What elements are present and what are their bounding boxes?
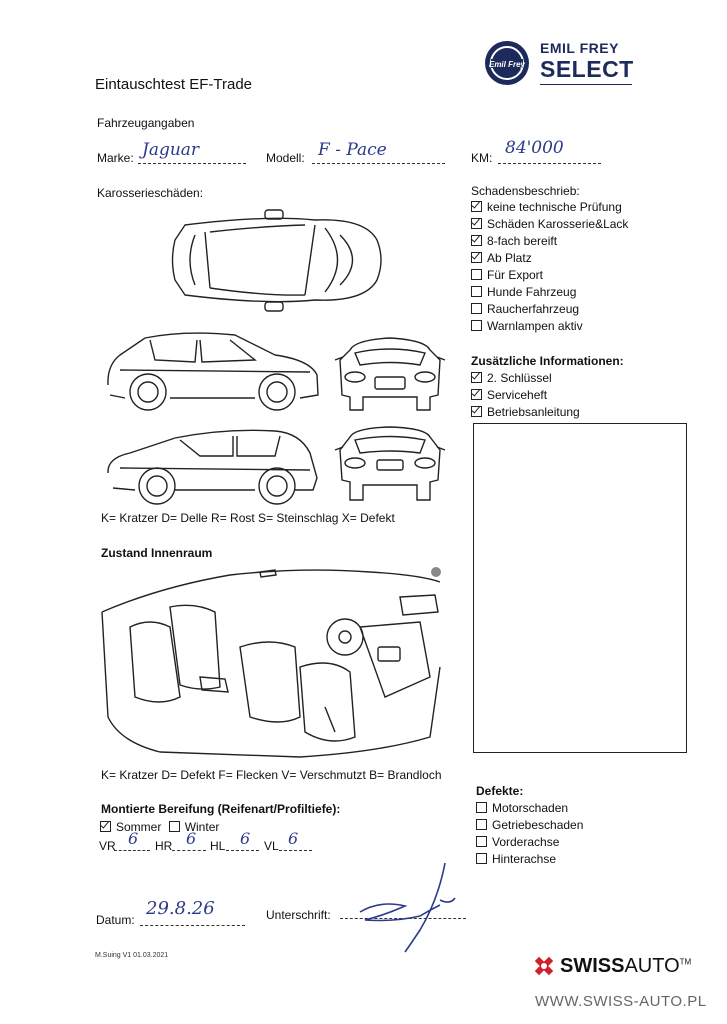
modell-label: Modell: — [266, 151, 305, 165]
checkbox-icon[interactable] — [471, 269, 482, 280]
version-text: M.Suing V1 01.03.2021 — [95, 952, 169, 959]
checkbox-icon[interactable] — [471, 286, 482, 297]
marke-value[interactable]: Jaguar — [142, 140, 200, 160]
defect-item[interactable]: Getriebeschaden — [476, 817, 583, 834]
tire-type-row — [100, 820, 219, 834]
checkbox-icon[interactable] — [471, 235, 482, 246]
tires-label: Montierte Bereifung (Reifenart/Profiltiefe): — [101, 802, 341, 816]
vr-line — [114, 850, 150, 851]
vl-label: VL — [264, 839, 279, 853]
unterschrift-label: Unterschrift: — [266, 908, 331, 922]
car-side-view-left-diagram[interactable] — [105, 428, 325, 508]
checkbox-icon[interactable] — [471, 252, 482, 263]
checkbox-icon[interactable] — [471, 406, 482, 417]
checkbox-icon[interactable] — [471, 372, 482, 383]
additional-info-list — [471, 370, 580, 421]
modell-field-line — [312, 163, 445, 164]
car-side-view-right-diagram[interactable] — [105, 330, 325, 415]
hr-value[interactable]: 6 — [186, 829, 197, 848]
checkbox-icon[interactable] — [476, 802, 487, 813]
datum-label: Datum: — [96, 913, 135, 927]
summer-checkbox[interactable] — [100, 821, 111, 832]
additional-info-item[interactable]: 2. Schlüssel — [471, 370, 580, 387]
car-interior-diagram[interactable] — [100, 567, 445, 762]
page-title: Eintauschtest EF-Trade — [95, 76, 253, 93]
car-top-view-diagram[interactable] — [165, 210, 385, 310]
interior-legend: K= Kratzer D= Defekt F= Flecken V= Verschmutzt B= Brandloch — [101, 768, 442, 782]
car-rear-view-diagram[interactable] — [335, 425, 445, 505]
logo-bottom-text: SELECT — [540, 56, 634, 82]
damage-item[interactable]: Raucherfahrzeug — [471, 301, 628, 318]
logo-badge-text: Emil Frey — [488, 60, 526, 69]
additional-info-item[interactable]: Betriebsanleitung — [471, 404, 580, 421]
damage-item[interactable]: Für Export — [471, 267, 628, 284]
checkbox-icon[interactable] — [471, 201, 482, 212]
vl-line — [279, 850, 312, 851]
defect-item[interactable]: Hinterachse — [476, 851, 583, 868]
swissauto-logo — [533, 955, 692, 982]
damage-item[interactable]: keine technische Prüfung — [471, 199, 628, 216]
car-front-view-diagram[interactable] — [335, 335, 445, 415]
modell-value[interactable]: F - Pace — [318, 140, 387, 160]
interior-label: Zustand Innenraum — [101, 546, 213, 560]
defects-list — [476, 800, 583, 868]
km-field-line — [498, 163, 601, 164]
additional-info-label: Zusätzliche Informationen: — [471, 354, 624, 368]
hl-value[interactable]: 6 — [240, 829, 251, 848]
km-value[interactable]: 84'000 — [505, 138, 564, 158]
additional-info-item[interactable]: Serviceheft — [471, 387, 580, 404]
winter-checkbox[interactable] — [169, 821, 180, 832]
checkbox-icon[interactable] — [471, 218, 482, 229]
logo-underline — [540, 84, 632, 85]
damage-item[interactable]: Warnlampen aktiv — [471, 318, 628, 335]
vr-value[interactable]: 6 — [128, 829, 139, 848]
checkbox-icon[interactable] — [471, 389, 482, 400]
hr-label: HR — [155, 839, 173, 853]
km-label: KM: — [471, 151, 493, 165]
checkbox-icon[interactable] — [471, 303, 482, 314]
defect-item[interactable]: Vorderachse — [476, 834, 583, 851]
checkbox-icon[interactable] — [471, 320, 482, 331]
emil-frey-select-logo — [482, 38, 632, 90]
damage-item[interactable]: 8-fach bereift — [471, 233, 628, 250]
vl-value[interactable]: 6 — [288, 829, 299, 848]
hl-line — [226, 850, 259, 851]
logo-top-text: EMIL FREY — [540, 40, 619, 56]
summer-label: Sommer — [116, 820, 162, 834]
datum-value[interactable]: 29.8.26 — [146, 898, 215, 919]
defect-item[interactable]: Motorschaden — [476, 800, 583, 817]
swiss-cross-icon — [533, 955, 555, 977]
brand-text: SWISSAUTO™ — [560, 955, 692, 977]
emil-frey-badge-icon — [482, 38, 532, 88]
winter-label: Winter — [184, 820, 220, 834]
defects-label: Defekte: — [476, 784, 524, 798]
signature-drawing — [350, 860, 460, 955]
body-damage-legend: K= Kratzer D= Delle R= Rost S= Steinschlag X= Defekt — [101, 511, 395, 525]
body-damage-label: Karosserieschäden: — [97, 186, 204, 200]
damage-description-list — [471, 199, 628, 335]
checkbox-icon[interactable] — [476, 819, 487, 830]
damage-item[interactable]: Ab Platz — [471, 250, 628, 267]
vehicle-section-label: Fahrzeugangaben — [97, 116, 195, 130]
hl-label: HL — [210, 839, 226, 853]
checkbox-icon[interactable] — [476, 836, 487, 847]
website-url[interactable]: WWW.SWISS-AUTO.PL — [535, 993, 707, 1010]
damage-item[interactable]: Hunde Fahrzeug — [471, 284, 628, 301]
notes-box[interactable] — [473, 423, 687, 753]
vr-label: VR — [99, 839, 116, 853]
checkbox-icon[interactable] — [476, 853, 487, 864]
damage-description-label: Schadensbeschrieb: — [471, 184, 580, 198]
hr-line — [172, 850, 206, 851]
datum-line — [140, 925, 245, 926]
damage-item[interactable]: Schäden Karosserie&Lack — [471, 216, 628, 233]
marke-label: Marke: — [97, 151, 134, 165]
marke-field-line — [138, 163, 246, 164]
